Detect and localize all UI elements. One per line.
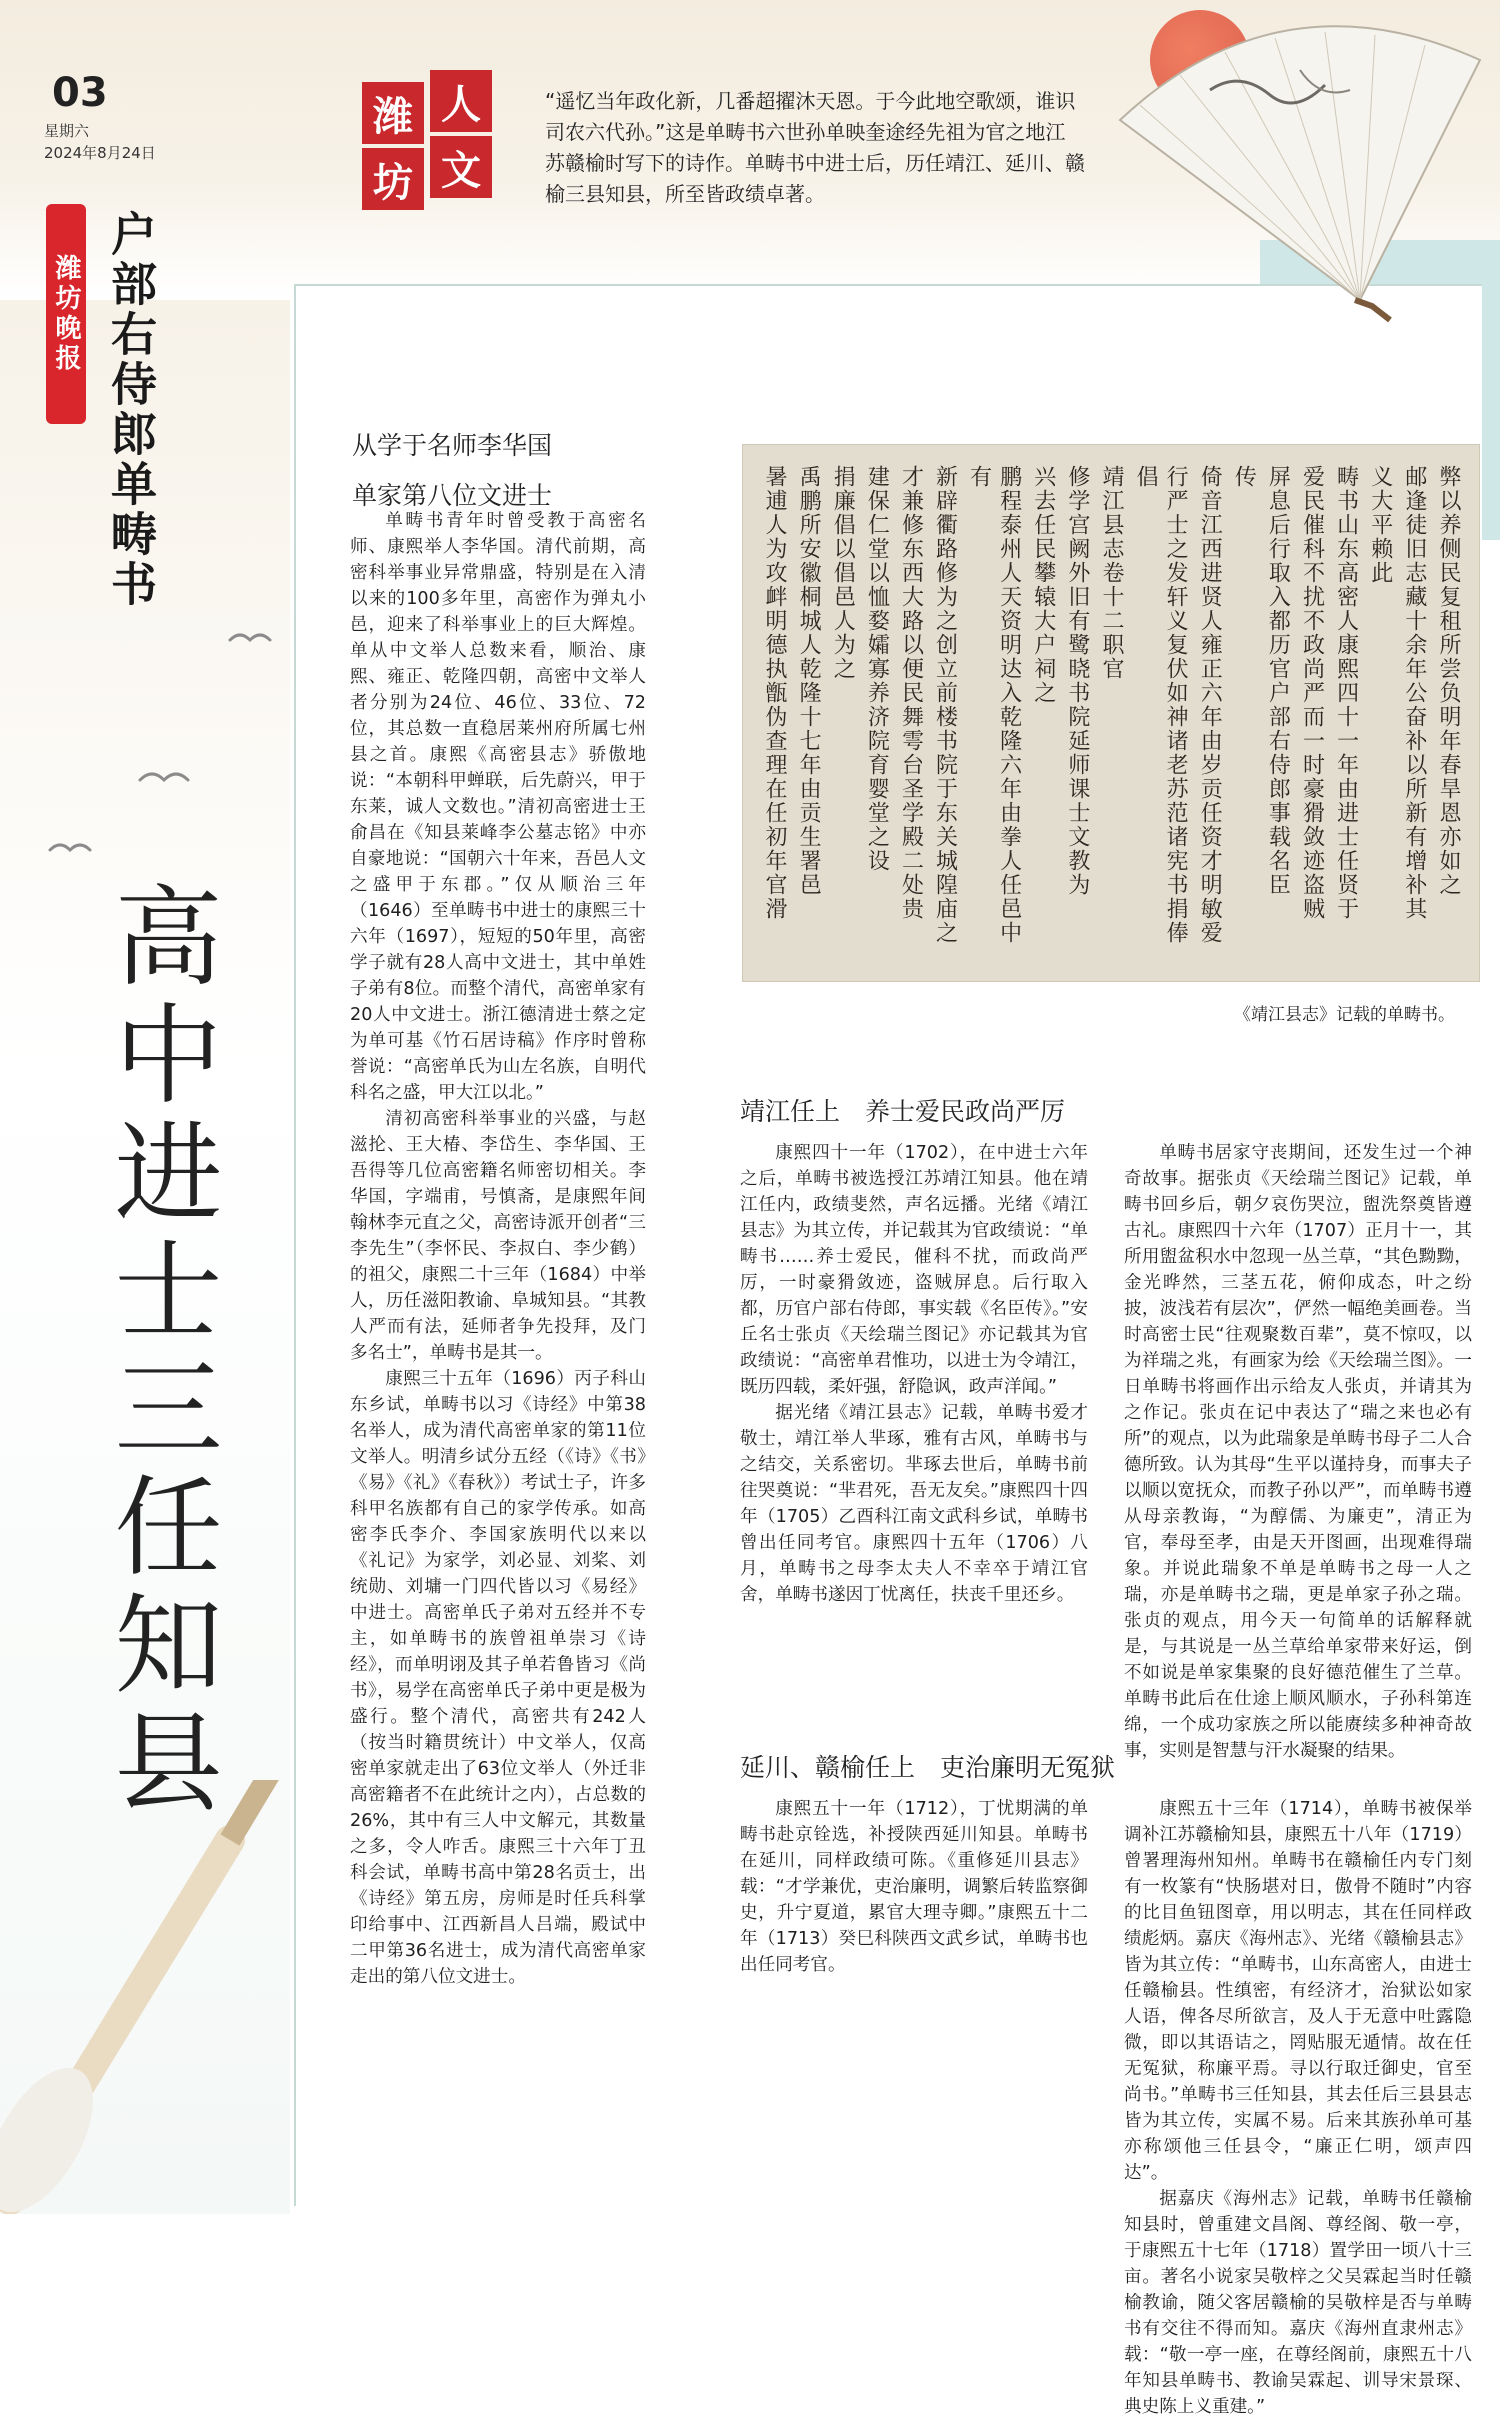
gazette-text-column: 禹鹏所安徽桐城人乾隆十七年由贡生署邑 [796, 465, 822, 897]
stamp-char: 文 [430, 136, 492, 198]
section3-body-right [1124, 1796, 1472, 2420]
section3-heading: 延川、赣榆任上 吏治廉明无冤狱 [740, 1753, 1116, 1782]
gazette-text-column: 暑逋人为攻衅明德执甑伪查理在任初年官滑 [762, 465, 787, 921]
issue-date: 2024年8月24日 [44, 144, 156, 162]
gazette-text-column: 新辟衢路修为之创立前楼书院于东关城隍庙之 [932, 465, 958, 945]
gazette-text-column: 邮逢徒旧志藏十余年公奋补以所新有增补其 [1401, 465, 1427, 921]
section2-paragraph: 单畴书居家守丧期间，还发生过一个神奇故事。据张贞《天绘瑞兰图记》记载，单畴书回乡后，朝夕哀伤哭泣，盥洗祭奠皆遵古礼。康熙四十六年（1707）正月十一，其所用盥盆积水中忽现一丛兰草，“其色黝黝，金光晔然，三茎五花，俯仰成态，叶之纷披，波浅若有层次”，俨然一幅绝美画卷。当时高密士民“往观聚数百辈”，莫不惊叹，以为祥瑞之兆，有画家为绘《天绘瑞兰图》。一日单畴书将画作出示给友人张贞，并请其为之作记。张贞在记中表达了“瑞之来也必有所”的观点，以为此瑞象是单畴书母子二人合德所致。认为其母“生平以谨持身，而事夫子以顺以宽抚众，而教子孙以严”，而单畴书遵从母亲教诲，“为醇儒、为廉吏”，清正为官，奉母至孝，由是天开图画，出现难得瑞象。并说此瑞象不单是单畴书之母一人之瑞，亦是单畴书之瑞，更是单家子孙之瑞。张贞的观点，用今天一句简单的话解释就是，与其说是一丛兰草给单家带来好运，倒不如说是单家集聚的良好德范催生了兰草。单畴书此后在仕途上顺风顺水，子孙科第连绵，一个成功家族之所以能赓续多种神奇故事，实则是智慧与汗水凝聚的结果。 [1124, 1143, 1472, 1761]
gazette-text-column: 屏息后行取入都历官户部右侍郎事载名臣 [1265, 465, 1291, 897]
gazette-text-column: 鹏程泰州人天资明达入乾隆六年由拳人任邑中有 [966, 465, 1022, 945]
section1-paragraph: 单畴书青年时曾受教于高密名师、康熙举人李华国。清代前期，高密科举事业异常鼎盛，特别是在入清以来的100多年里，高密作为弹丸小邑，迎来了科举事业上的巨大辉煌。单从中文举人总数来看，顺治、康熙、雍正、乾隆四朝，高密中文举人者分别为24位、46位、33位、72位，其总数一直稳居莱州府所属七州县之首。康熙《高密县志》骄傲地说：“本朝科甲蝉联，后先蔚兴，甲于东莱，诚人文数也。”清初高密进士王俞昌在《知县莱峰李公墓志铭》中亦自豪地说：“国朝六十年来，吾邑人文之盛甲于东郡。”仅从顺治三年（1646）至单畴书中进士的康熙三十六年（1697），短短的50年里，高密学子就有28人高中文进士，其中单姓子弟有8位。而整个清代，高密单家有20人中文进士。浙江德清进士蔡之定为单可基《竹石居诗稿》作序时曾称誉说：“高密单氏为山左名族，自明代科名之盛，甲大江以北。” [350, 511, 646, 1103]
section1-paragraph: 康熙三十五年（1696）丙子科山东乡试，单畴书以习《诗经》中第38名举人，成为清代高密单家的第11位文举人。明清乡试分五经（《诗》《书》《易》《礼》《春秋》）考试士子，许多科甲名族都有自己的家学传承。如高密李氏李介、李国家族明代以来以《礼记》为家学，刘必显、刘桨、刘统勋、刘墉一门四代皆以习《易经》中进士。高密单氏子弟对五经并不专主，如单畴书的族曾祖单崇习《诗经》，而单明诩及其子单若鲁皆习《尚书》，易学在高密单氏子弟中更是极为盛行。整个清代，高密共有242人（按当时籍贯统计）中文举人，仅高密单家就走出了63位文举人（外迁非高密籍者不在此统计之内），占总数的26%，其中有三人中文解元，其数量之多，令人咋舌。康熙三十六年丁丑科会试，单畴书高中第28名贡士，出《诗经》第五房，房师是时任兵科掌印给事中、江西新昌人吕端，殿试中二甲第36名进士，成为清代高密单家走出的第八位文进士。 [350, 1369, 646, 1987]
calligraphy-brush-illustration [0, 1780, 300, 2214]
gazette-text-column: 捐廉倡以倡邑人为之 [830, 465, 856, 681]
gazette-text-column: 靖江县志卷十二职官 [1098, 465, 1124, 681]
gazette-photo [742, 444, 1480, 982]
gazette-text-column: 畴书山东高密人康熙四十一年由进士任贤于 [1333, 465, 1359, 921]
section1-heading-line2: 单家第八位文进士 [352, 481, 553, 510]
section1-heading-line1: 从学于名师李华国 [352, 431, 553, 460]
section3-paragraph: 据嘉庆《海州志》记载，单畴书任赣榆知县时，曾重建文昌阁、尊经阁、敬一亭，于康熙五十七年（1718）置学田一顷八十三亩。著名小说家吴敬梓之父吴霖起当时任赣榆教谕，随父客居赣榆的吴敬梓是否与单畴书有交往不得而知。嘉庆《海州直隶州志》载：“敬一亭一座，在尊经阁前，康熙五十八年知县单畴书、教谕吴霖起、训导宋景琛、典史陈上义重建。” [1124, 2189, 1472, 2417]
weekday: 星期六 [44, 122, 90, 140]
page-number: 03 [52, 70, 108, 116]
folding-fan-illustration [1060, 0, 1500, 330]
section1-body [350, 508, 646, 1990]
stamp-char: 人 [430, 70, 492, 132]
section3-paragraph: 康熙五十一年（1712），丁忧期满的单畴书赴京铨选，补授陕西延川知县。单畴书在延川，同样政绩可陈。《重修延川县志》载：“才学兼优，吏治廉明，调繁后转监察御史，升宁夏道，累官大理寺卿。”康熙五十二年（1713）癸巳科陕西文武乡试，单畴书也出任同考官。 [740, 1799, 1088, 1975]
subtitle: 户部右侍郎单畴书 [104, 210, 158, 610]
gazette-text-column: 修学宫阙外旧有鹭晓书院延师课士文教为 [1064, 465, 1090, 897]
gazette-text-column: 建保仁堂以恤婺孀寡养济院育婴堂之设 [864, 465, 890, 873]
section2-paragraph: 据光绪《靖江县志》记载，单畴书爱才敬士，靖江举人芈琢，雅有古风，单畴书与之结交，关系密切。芈琢去世后，单畴书前往哭奠说：“芈君死，吾无友矣。”康熙四十四年（1705）乙酉科江南文武科乡试，单畴书曾出任同考官。康熙四十五年（1706）八月，单畴书之母李太夫人不幸卒于靖江官舍，单畴书遂因丁忧离任，扶丧千里还乡。 [740, 1403, 1088, 1605]
paper-name: 潍坊晚报 [51, 254, 81, 374]
section-stamp-logo [362, 70, 522, 210]
stamp-char: 潍 [362, 82, 424, 144]
section2-body-left [740, 1140, 1088, 1608]
gazette-text-column: 倚音江西进贤人雍正六年由岁贡任资才明敏爱 [1197, 465, 1223, 945]
gazette-text-column: 行严士之发轩义复伏如神诸老苏范诸宪书捐俸倡 [1133, 465, 1189, 945]
section2-paragraph: 康熙四十一年（1702），在中进士六年之后，单畴书被选授江苏靖江知县。他在靖江任内，政绩斐然，声名远播。光绪《靖江县志》为其立传，并记载其为官政绩说：“单畴书……养士爱民，催科不扰，而政尚严厉，一时豪猾敛迹，盗贼屏息。后行取入都，历官户部右侍郎，事实载《名臣传》。”安丘名士张贞《天绘瑞兰图记》亦记载其为官政绩说：“高密单君惟功，以进士为令靖江，既历四载，柔奸强，舒隐讽，政声洋闻。” [740, 1143, 1088, 1397]
section1-heading [352, 426, 652, 512]
gazette-text-column: 传 [1231, 465, 1257, 489]
section1-paragraph: 清初高密科举事业的兴盛，与赵滋抡、王大椿、李岱生、李华国、王吾得等几位高密籍名师密切相关。李华国，字端甫，号慎斋，是康熙年间翰林李元直之父，高密诗派开创者“三李先生”（李怀民、李叔白、李少鹤）的祖父，康熙二十三年（1684）中举人，历任滋阳教谕、阜城知县。“其教人严而有法，延师者争先投拜，及门多名士”，单畴书是其一。 [350, 1109, 646, 1363]
section3-paragraph: 康熙五十三年（1714），单畴书被保举调补江苏赣榆知县，康熙五十八年（1719）曾署理海州知州。单畴书在赣榆任内专门刻有一枚篆有“快肠堪对日，傲骨不随时”内容的比目鱼钮图章，用以明志，其在任同样政绩彪炳。嘉庆《海州志》、光绪《赣榆县志》皆为其立传：“单畴书，山东高密人，由进士任赣榆县。性缜密，有经济才，治狱讼如家人语，俾各尽所欲言，及人于无意中吐露隐微，即以其语诘之，罔贴服无遁情。故在任无冤狱，称廉平焉。寻以行取迁御史，官至尚书。”单畴书三任知县，其去任后三县县志皆为其立传，实属不易。后来其族孙单可基亦称颂他三任县令，“廉正仁明，颂声四达”。 [1124, 1799, 1472, 2183]
section3-body-left [740, 1796, 1088, 1978]
paper-name-logo [46, 204, 86, 424]
gazette-text-column: 义大平赖此 [1367, 465, 1393, 585]
gazette-text-column: 爱民催科不扰不政尚严而一时豪猾敛迹盗贼 [1299, 465, 1325, 921]
stamp-char: 坊 [362, 148, 424, 210]
photo-caption: 《靖江县志》记载的单畴书。 [1234, 1005, 1455, 1025]
gazette-text-column: 弊以养侧民复租所尝负明年春旱恩亦如之 [1435, 465, 1461, 897]
birds-illustration [30, 600, 290, 900]
section2-body-right [1124, 1140, 1472, 1764]
gazette-text-column: 兴去任民攀辕大户祠之 [1030, 465, 1056, 705]
intro-text: “遥忆当年政化新，几番超擢沐天恩。于今此地空歌颂，谁识司农六代孙。”这是单畴书六世孙单映奎途经先祖为官之地江苏赣榆时写下的诗作。单畴书中进士后，历任靖江、延川、赣榆三县知县，所至皆政绩卓著。 [545, 89, 1085, 206]
gazette-text-column: 才兼修东西大路以便民舞雩台圣学殿二处贵 [898, 465, 924, 921]
main-title: 高中进士三任知县 [96, 880, 221, 1824]
section2-heading: 靖江任上 养士爱民政尚严厉 [740, 1097, 1066, 1126]
